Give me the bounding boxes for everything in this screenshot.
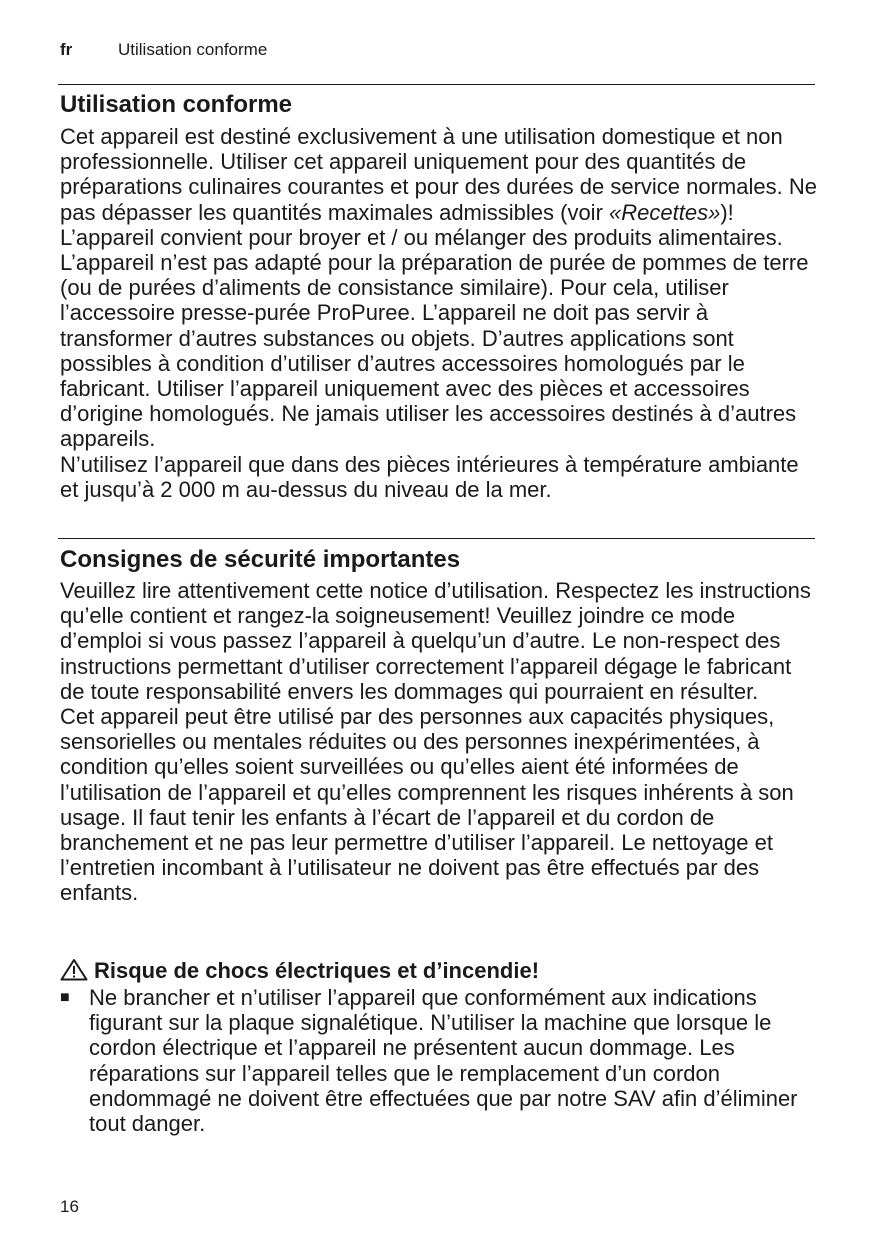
recipes-reference: «Recettes» [609, 199, 721, 225]
bullet-square-icon: ■ [60, 989, 70, 1006]
section-heading-usage: Utilisation conforme [60, 91, 293, 118]
usage-paragraph-2: N’utilisez l’appareil que dans des pièces intérieures à température ambiante et jusqu’à 2 000 m au-dessus du niveau de la mer. [60, 451, 799, 502]
list-item-text: Ne brancher et n’utiliser l’appareil que conformément aux indications figurant sur la plaque signalétique. N’utiliser la machine que lorsque le cordon électrique et l’appareil ne présentent aucun dommage. Les réparations sur l’appareil telles que le remplacement d’un cordon endommagé ne doivent être effectuées que par notre SAV afin d’éliminer tout danger. [89, 985, 798, 1137]
section-body-usage [60, 124, 820, 502]
safety-paragraph-1: Veuillez lire attentivement cette notice d’utilisation. Respectez les instructions qu’elle contient et rangez-la soigneusement! Veuillez joindre ce mode d’emploi si vous passez l’appareil à quelqu’un d’autre. Le non-respect des instructions permettant d’utiliser correctement l’appareil dégage le fabricant de toute responsabilité envers les dommages qui pourraient en résulter. [60, 578, 811, 704]
usage-paragraph-1: Cet appareil est destiné exclusivement à une utilisation domestique et non professionnelle. Utiliser cet appareil uniquement pour des quantités de préparations culinaires courantes et pour des durées de service normales. Ne pas dépasser les quantités maximales admissibles (voir «Recettes»)! L’appareil convient pour broyer et / ou mélanger des produits alimentaires. L’appareil n’est pas adapté pour la préparation de purée de pommes de terre (ou de purées d’aliments de consistance similaire). Pour cela, utiliser l’accessoire presse-purée ProPuree. L’appareil ne doit pas servir à transformer d’autres substances ou objets. D’autres applications sont possibles à condition d’utiliser d’autres accessoires homologués par le fabricant. Utiliser l’appareil uniquement avec des pièces et accessoires d’origine homologués. Ne jamais utiliser les accessoires destinés à d’autres appareils. [60, 124, 817, 452]
section-heading-safety: Consignes de sécurité importantes [60, 546, 461, 573]
section-body-safety [60, 578, 820, 906]
section-divider-1 [58, 84, 815, 85]
language-code: fr [60, 40, 73, 59]
page-number: 16 [60, 1197, 79, 1216]
section-divider-2 [58, 538, 815, 539]
list-item [60, 985, 820, 1136]
warning-triangle-icon [60, 958, 88, 981]
warning-heading [60, 958, 539, 984]
page-header [60, 40, 268, 60]
warning-title: Risque de chocs électriques et d’incendie! [94, 958, 540, 983]
safety-paragraph-2: Cet appareil peut être utilisé par des personnes aux capacités physiques, sensorielles ou mentales réduites ou des personnes inexpérimentées, à condition qu’elles soient surveillées ou qu’elles aient été informées de l’utilisation de l’appareil et qu’elles comprennent les risques inhérents à son usage. Il faut tenir les enfants à l’écart de l’appareil et du cordon de branchement et ne pas leur permettre d’utiliser l’appareil. Le nettoyage et l’entretien incombant à l’utilisateur ne doivent pas être effectués par des enfants. [60, 704, 794, 906]
header-title: Utilisation conforme [118, 40, 268, 59]
